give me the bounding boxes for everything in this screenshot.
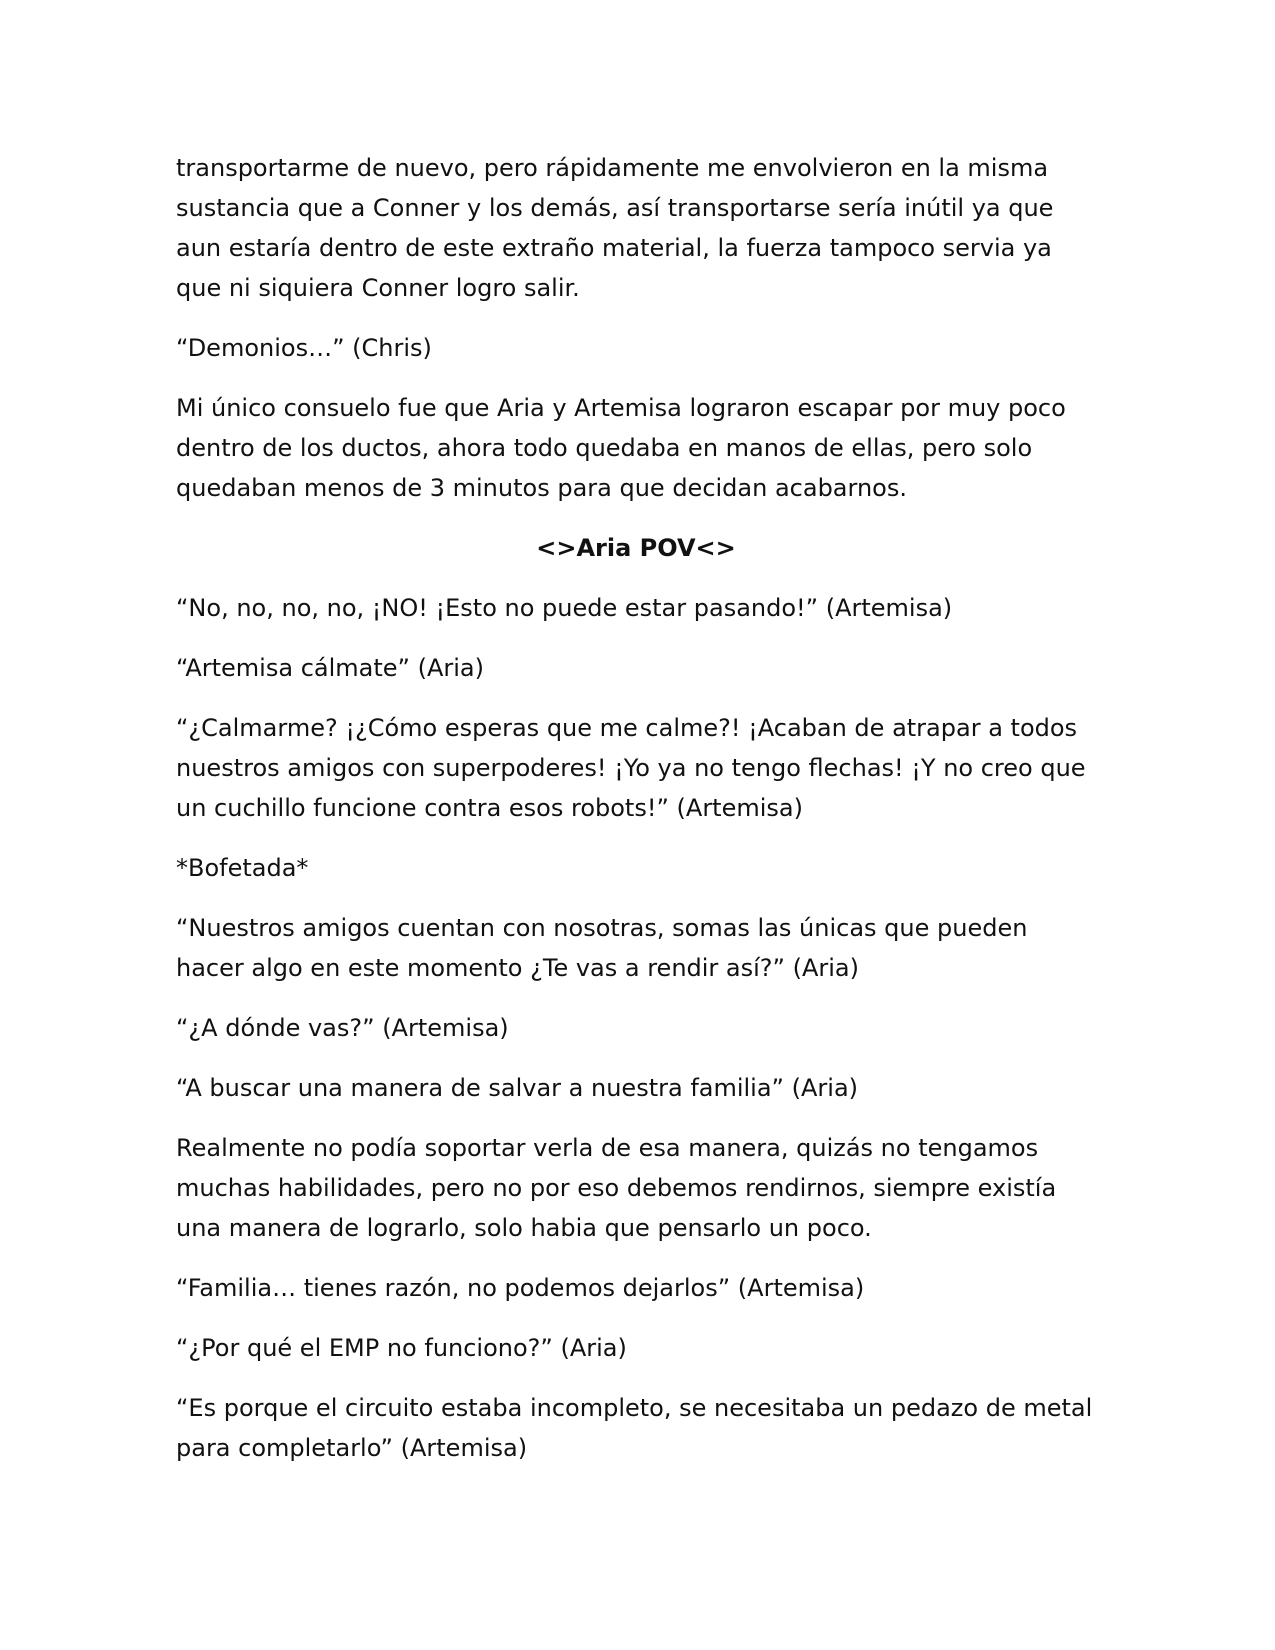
dialogue-line: “Artemisa cálmate” (Aria) [176,654,484,682]
document-body [176,148,1096,1488]
dialogue-line: “Demonios…” (Chris) [176,334,432,362]
dialogue-line: “Nuestros amigos cuentan con nosotras, somas las únicas que pueden hacer algo en este momento ¿Te vas a rendir así?” (Aria) [176,914,1028,982]
action-line: *Bofetada* [176,854,309,882]
dialogue-line: “Familia… tienes razón, no podemos dejarlos” (Artemisa) [176,1274,865,1302]
narration-paragraph: Mi único consuelo fue que Aria y Artemisa lograron escapar por muy poco dentro de los ductos, ahora todo quedaba en manos de ellas, pero solo quedaban menos de 3 minutos para que decidan acabarnos. [176,394,1066,502]
dialogue-line: “¿Calmarme? ¡¿Cómo esperas que me calme?! ¡Acaban de atrapar a todos nuestros amigos con superpoderes! ¡Yo ya no tengo flechas! ¡Y no creo que un cuchillo funcione contra esos robots!” (Artemisa) [176,714,1086,822]
dialogue-line: “¿Por qué el EMP no funciono?” (Aria) [176,1334,627,1362]
dialogue-line: “Es porque el circuito estaba incompleto, se necesitaba un pedazo de metal para completarlo” (Artemisa) [176,1394,1093,1462]
dialogue-line: “A buscar una manera de salvar a nuestra familia” (Aria) [176,1074,859,1102]
narration-paragraph: transportarme de nuevo, pero rápidamente me envolvieron en la misma sustancia que a Conner y los demás, así transportarse sería inútil ya que aun estaría dentro de este extraño material, la fuerza tampoco servia ya que ni siquiera Conner logro salir. [176,154,1054,302]
dialogue-line: “No, no, no, no, ¡NO! ¡Esto no puede estar pasando!” (Artemisa) [176,594,953,622]
pov-heading: <>Aria POV<> [536,534,736,562]
dialogue-line: “¿A dónde vas?” (Artemisa) [176,1014,509,1042]
narration-paragraph: Realmente no podía soportar verla de esa manera, quizás no tengamos muchas habilidades, pero no por eso debemos rendirnos, siempre existía una manera de lograrlo, solo habia que pensarlo un poco. [176,1134,1057,1242]
